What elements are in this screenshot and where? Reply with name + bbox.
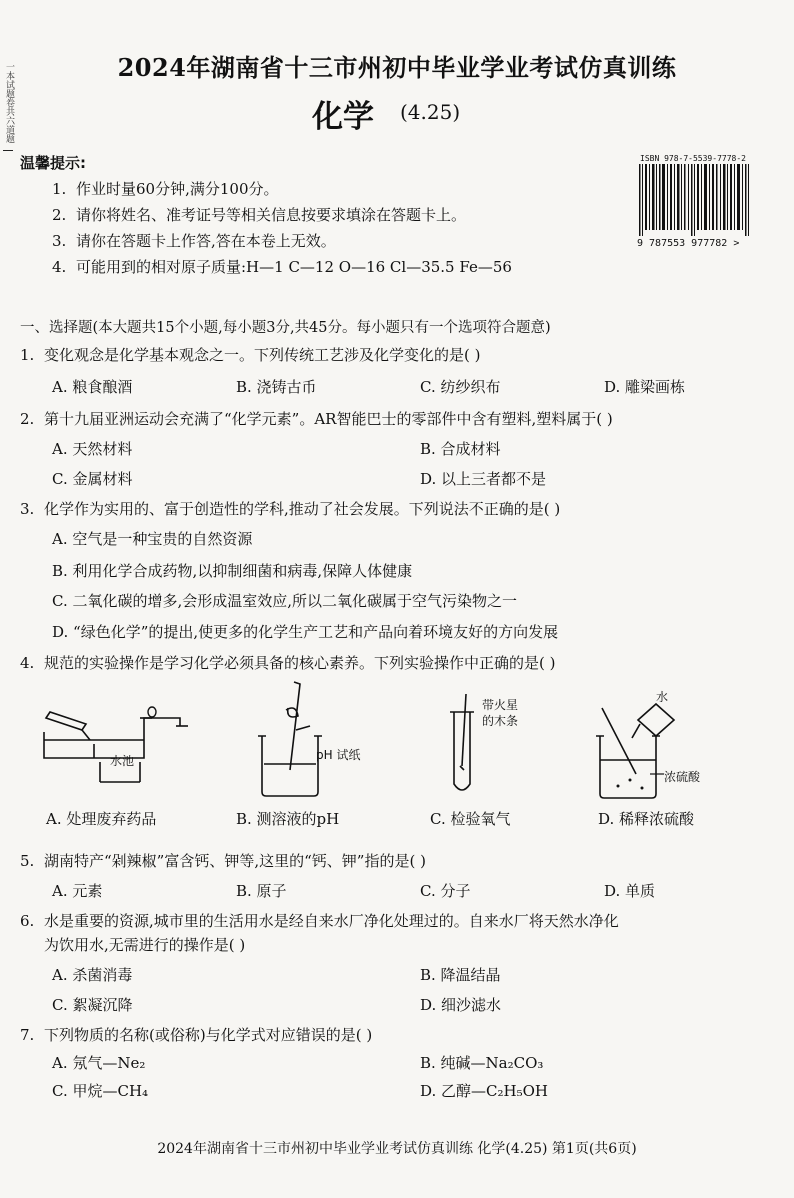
label-conc-acid: 浓硫酸 (664, 770, 701, 784)
figure-b-ph-test (256, 680, 326, 800)
option-5a: A. 元素 (52, 882, 103, 900)
figure-c-oxygen-test (444, 692, 484, 798)
option-7d: D. 乙醇—C₂H₅OH (420, 1082, 548, 1100)
option-6a: A. 杀菌消毒 (52, 966, 133, 984)
option-6c: C. 絮凝沉降 (52, 996, 133, 1014)
question-3: 3. 化学作为实用的、富于创造性的学科,推动了社会发展。下列说法不正确的是( ) (20, 500, 561, 518)
question-7: 7. 下列物质的名称(或俗称)与化学式对应错误的是( ) (20, 1026, 373, 1044)
option-1a: A. 粮食酿酒 (52, 378, 133, 396)
label-ph-paper: pH 试纸 (316, 748, 361, 762)
option-1d: D. 雕梁画栋 (604, 378, 686, 396)
tip-item: 2. 请你将姓名、准考证号等相关信息按要求填涂在答题卡上。 (52, 206, 467, 224)
section-heading: 一、选择题(本大题共15个小题,每小题3分,共45分。每小题只有一个选项符合题意) (20, 320, 551, 336)
option-7a: A. 氖气—Ne₂ (52, 1054, 146, 1072)
label-water: 水 (656, 690, 669, 704)
figure-a-waste-disposal (40, 696, 200, 792)
option-6d: D. 细沙滤水 (420, 996, 502, 1014)
tip-item: 4. 可能用到的相对原子质量:H—1 C—12 O—16 Cl—35.5 Fe—56 (52, 258, 512, 276)
option-3c: C. 二氧化碳的增多,会形成温室效应,所以二氧化碳属于空气污染物之一 (52, 592, 518, 610)
tip-item: 3. 请你在答题卡上作答,答在本卷上无效。 (52, 232, 336, 250)
label-glowing-stick-1: 带火星 (482, 698, 519, 712)
option-3d: D. “绿色化学”的提出,使更多的化学生产工艺和产品向着环境友好的方向发展 (52, 623, 559, 641)
option-7b: B. 纯碱—Na₂CO₃ (420, 1054, 544, 1072)
option-3a: A. 空气是一种宝贵的自然资源 (52, 530, 253, 548)
option-5b: B. 原子 (236, 882, 287, 900)
side-mark (3, 150, 13, 151)
option-2d: D. 以上三者都不是 (420, 470, 547, 488)
label-glowing-stick-2: 的木条 (482, 714, 519, 728)
option-2a: A. 天然材料 (52, 440, 133, 458)
option-4d: D. 稀释浓硫酸 (598, 810, 695, 828)
subject-date: (4.25) (400, 100, 461, 124)
option-1b: B. 浇铸古币 (236, 378, 317, 396)
option-5c: C. 分子 (420, 882, 471, 900)
option-6b: B. 降温结晶 (420, 966, 501, 984)
option-4b: B. 测溶液的pH (236, 810, 340, 828)
label-sink: 水池 (110, 754, 135, 768)
figure-d-dilute-acid (590, 690, 700, 802)
option-4a: A. 处理废弃药品 (46, 810, 157, 828)
option-1c: C. 纺纱织布 (420, 378, 501, 396)
option-4c: C. 检验氧气 (430, 810, 511, 828)
subject-title: 化学 (312, 99, 374, 135)
question-4: 4. 规范的实验操作是学习化学必须具备的核心素养。下列实验操作中正确的是( ) (20, 654, 556, 672)
question-6: 6. 水是重要的资源,城市里的生活用水是经自来水厂净化处理过的。自来水厂将天然水净化 (20, 912, 619, 930)
option-2c: C. 金属材料 (52, 470, 133, 488)
option-5d: D. 单质 (604, 882, 656, 900)
option-2b: B. 合成材料 (420, 440, 501, 458)
question-6-cont: 为饮用水,无需进行的操作是( ) (44, 936, 246, 954)
question-1: 1. 变化观念是化学基本观念之一。下列传统工艺涉及化学变化的是( ) (20, 346, 481, 364)
option-3b: B. 利用化学合成药物,以抑制细菌和病毒,保障人体健康 (52, 562, 413, 580)
tip-item: 1. 作业时量60分钟,满分100分。 (52, 180, 279, 198)
barcode-number: 9 787553 977782 > (637, 238, 740, 249)
question-2: 2. 第十九届亚洲运动会充满了“化学元素”。AR智能巴士的零部件中含有塑料,塑料属于( ) (20, 410, 613, 428)
page-footer: 2024年湖南省十三市州初中毕业学业考试仿真训练 化学(4.25) 第1页(共6页) (157, 1141, 637, 1157)
barcode-image (637, 164, 753, 236)
exam-title: 2024年湖南省十三市州初中毕业学业考试仿真训练 (117, 53, 677, 82)
question-5: 5. 湖南特产“剁辣椒”富含钙、钾等,这里的“钙、钾”指的是( ) (20, 852, 426, 870)
side-note: 一本试题卷共六道题 (4, 62, 14, 143)
tips-heading: 温馨提示: (20, 154, 86, 172)
option-7c: C. 甲烷—CH₄ (52, 1082, 149, 1100)
isbn-text: ISBN 978-7-5539-7778-2 (640, 154, 746, 163)
